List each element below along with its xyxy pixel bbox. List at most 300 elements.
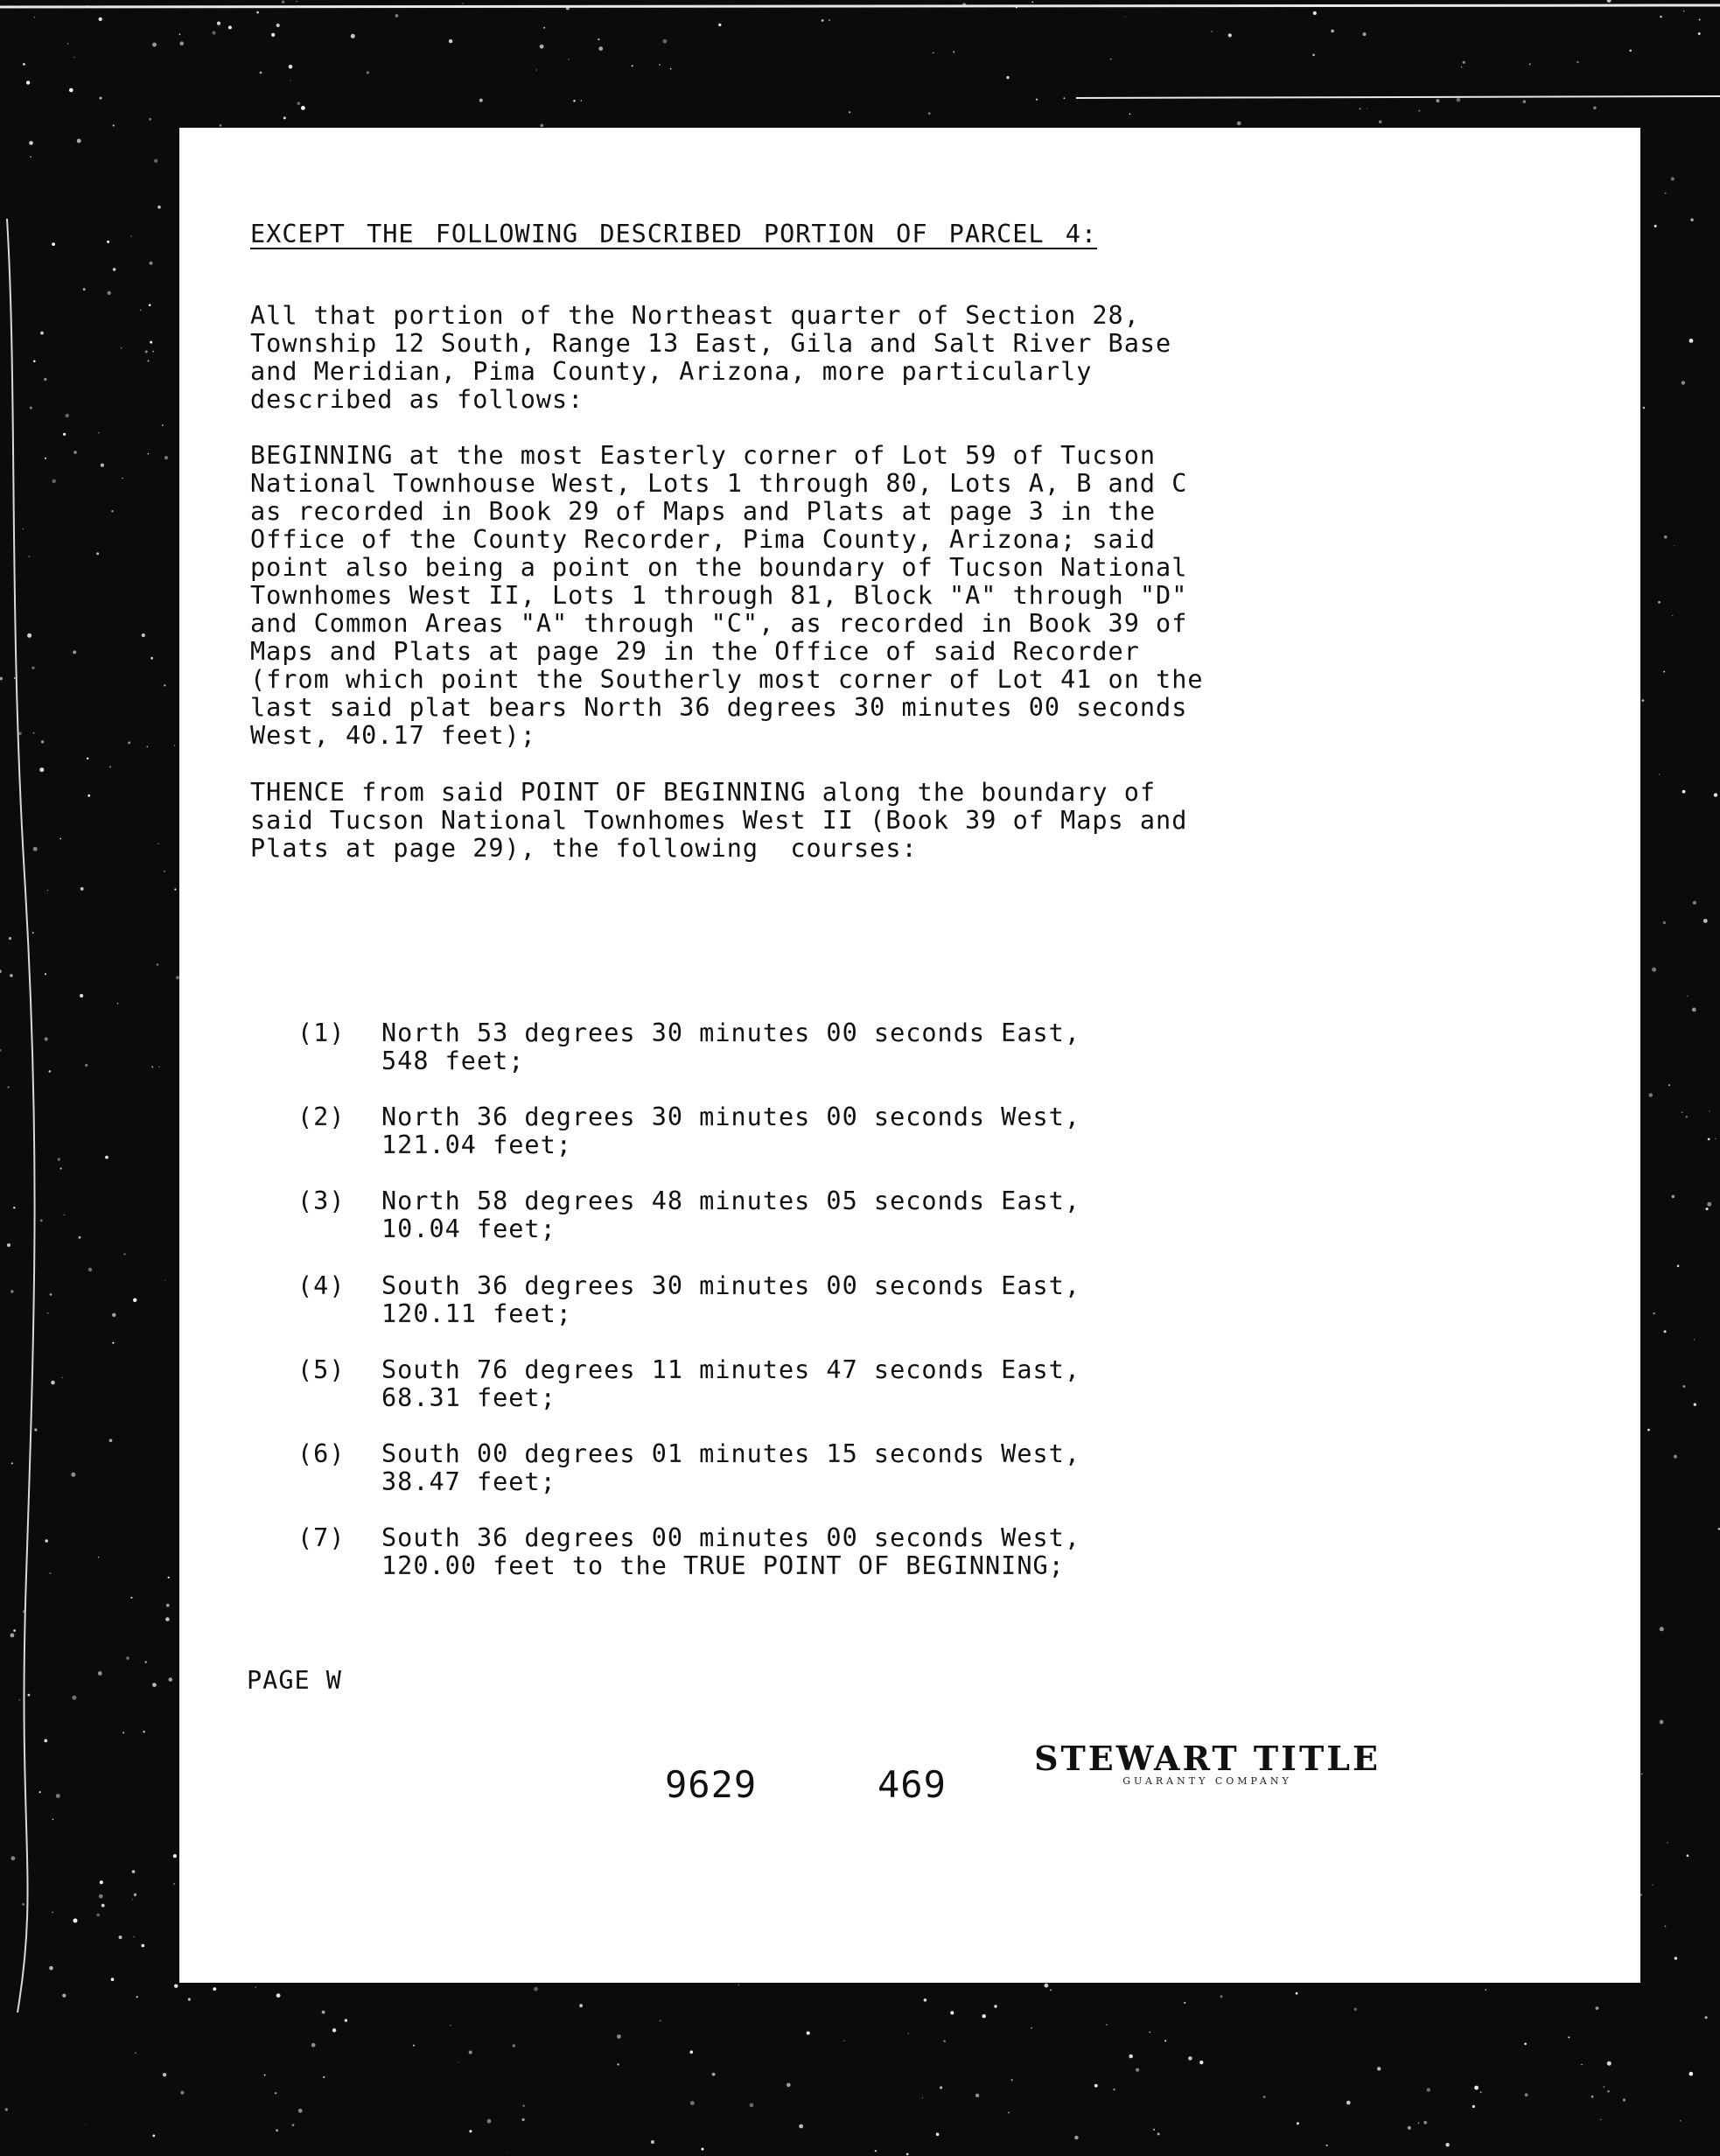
noise-speck	[45, 973, 46, 975]
noise-speck	[62, 1994, 66, 1998]
noise-speck	[1184, 2002, 1185, 2004]
noise-speck	[256, 11, 259, 14]
noise-speck	[157, 206, 161, 209]
noise-speck	[718, 24, 721, 26]
noise-speck	[1629, 50, 1632, 52]
noise-speck	[13, 1629, 16, 1632]
noise-speck	[96, 552, 99, 555]
noise-speck	[1693, 901, 1696, 905]
noise-speck	[159, 1067, 160, 1068]
noise-speck	[10, 1634, 15, 1638]
beginning-paragraph: BEGINNING at the most Easterly corner of Lot 59 of Tucson National Townhouse West, Lots 1 through 80, Lots A, B and C as recorded in Book 29 of Maps and Plats at page 3 in the Office of the County Recorder, Pima County, Arizona; said point also being a point on the boundary of Tucson National Townhomes West II, Lots 1 through 81, Block "A" through "D" and Common Areas "A" through "C", as recorded in Book 39 of Maps and Plats at page 29 in the Office of said Recorder (from which point the Southerly most corner of Lot 41 on the last said plat bears North 36 degrees 30 minutes 00 seconds West, 40.17 feet);	[250, 441, 1204, 750]
noise-speck	[1660, 1720, 1664, 1725]
noise-speck	[298, 2109, 303, 2113]
noise-speck	[1604, 2086, 1605, 2088]
noise-speck	[1480, 2091, 1482, 2093]
noise-speck	[1157, 2132, 1160, 2135]
noise-speck	[1094, 2084, 1098, 2088]
noise-speck	[119, 1936, 122, 1939]
noise-speck	[1423, 2121, 1427, 2124]
noise-speck	[1050, 1989, 1052, 1991]
noise-speck	[98, 1557, 99, 1558]
noise-speck	[148, 360, 150, 362]
noise-speck	[149, 304, 151, 306]
noise-speck	[1129, 2054, 1133, 2059]
noise-speck	[1690, 219, 1693, 221]
noise-speck	[513, 2044, 515, 2047]
noise-speck	[28, 556, 30, 557]
noise-speck	[1036, 99, 1038, 101]
noise-speck	[87, 758, 88, 760]
noise-speck	[1705, 2016, 1708, 2019]
noise-speck	[49, 1572, 51, 1574]
noise-speck	[145, 1661, 147, 1662]
noise-speck	[1665, 192, 1667, 194]
noise-speck	[1663, 921, 1666, 924]
noise-speck	[23, 528, 24, 529]
noise-speck	[1623, 2098, 1626, 2101]
noise-speck	[1463, 61, 1465, 64]
noise-speck	[220, 124, 222, 127]
noise-speck	[1653, 1312, 1654, 1314]
noise-speck	[522, 2104, 524, 2106]
noise-speck	[39, 1791, 41, 1793]
noise-speck	[179, 41, 184, 46]
noise-speck	[332, 2028, 336, 2032]
noise-speck	[100, 97, 102, 100]
course-number: (6)	[297, 1439, 346, 1468]
noise-speck	[8, 1086, 10, 1088]
noise-speck	[1427, 2088, 1430, 2091]
noise-speck	[1682, 790, 1686, 794]
noise-speck	[1106, 2024, 1107, 2025]
noise-speck	[1714, 793, 1717, 796]
noise-speck	[1164, 2040, 1166, 2041]
noise-speck	[1654, 225, 1657, 228]
noise-speck	[1263, 2096, 1266, 2098]
noise-speck	[29, 141, 33, 145]
noise-speck	[940, 2086, 942, 2089]
noise-speck	[301, 106, 305, 110]
noise-speck	[109, 766, 111, 767]
noise-speck	[169, 1677, 173, 1682]
noise-speck	[1607, 2090, 1610, 2093]
noise-speck	[69, 88, 73, 93]
noise-speck	[1326, 2145, 1328, 2146]
noise-speck	[690, 2101, 695, 2105]
noise-speck	[33, 732, 35, 734]
logo-name: STEWART TITLE	[1034, 1739, 1381, 1778]
noise-speck	[44, 378, 46, 381]
noise-speck	[1664, 1926, 1666, 1928]
noise-speck	[275, 2092, 276, 2094]
noise-speck	[1600, 2119, 1601, 2120]
noise-speck	[150, 341, 152, 344]
noise-speck	[487, 2119, 492, 2124]
noise-speck	[450, 2025, 451, 2026]
noise-speck	[228, 25, 232, 29]
noise-speck	[5, 2108, 8, 2110]
noise-speck	[1129, 114, 1131, 116]
noise-speck	[264, 2075, 266, 2076]
noise-speck	[149, 118, 151, 121]
noise-speck	[255, 1987, 256, 1988]
noise-speck	[1237, 122, 1241, 126]
noise-speck	[98, 432, 100, 434]
noise-speck	[1698, 32, 1701, 35]
noise-speck	[162, 424, 164, 426]
noise-speck	[1136, 2068, 1139, 2072]
noise-speck	[107, 241, 109, 243]
noise-speck	[345, 2019, 347, 2021]
noise-speck	[150, 657, 153, 660]
noise-speck	[132, 1870, 136, 1873]
noise-speck	[166, 1604, 170, 1607]
noise-speck	[111, 510, 113, 512]
noise-speck	[51, 1381, 55, 1385]
noise-speck	[276, 24, 280, 27]
noise-speck	[30, 157, 31, 158]
noise-speck	[56, 1794, 60, 1798]
noise-speck	[73, 451, 77, 454]
noise-speck	[1687, 996, 1688, 997]
noise-speck	[982, 2014, 986, 2018]
noise-speck	[1649, 1093, 1653, 1096]
course-number: (4)	[297, 1271, 346, 1300]
noise-speck	[28, 1694, 31, 1697]
noise-speck	[63, 433, 66, 436]
noise-speck	[152, 351, 154, 353]
scan-edge-line	[0, 5, 1720, 7]
noise-speck	[142, 1944, 145, 1948]
noise-speck	[67, 43, 68, 44]
noise-speck	[1360, 108, 1361, 109]
noise-speck	[140, 310, 142, 312]
noise-speck	[1529, 63, 1531, 65]
noise-speck	[1211, 31, 1213, 32]
noise-speck	[34, 17, 35, 18]
noise-speck	[33, 360, 36, 363]
noise-speck	[113, 268, 116, 271]
noise-speck	[1110, 59, 1112, 60]
noise-speck	[150, 262, 153, 265]
course-number: (3)	[297, 1186, 346, 1215]
noise-speck	[1652, 968, 1656, 972]
noise-speck	[660, 2020, 661, 2021]
noise-speck	[1596, 2006, 1599, 2010]
noise-speck	[117, 1003, 119, 1004]
noise-speck	[651, 2140, 654, 2144]
noise-speck	[164, 684, 165, 686]
noise-speck	[617, 2063, 619, 2065]
noise-speck	[617, 2034, 621, 2039]
noise-speck	[99, 1894, 103, 1899]
course-text: South 36 degrees 00 minutes 00 seconds West, 120.00 feet to the TRUE POINT OF BEGINNING;	[381, 1523, 1080, 1580]
noise-speck	[1672, 1195, 1675, 1199]
noise-speck	[163, 2073, 166, 2076]
noise-speck	[1707, 1202, 1711, 1207]
noise-speck	[282, 1, 284, 4]
noise-speck	[101, 464, 104, 467]
noise-speck	[99, 18, 102, 21]
noise-speck	[30, 407, 32, 410]
noise-speck	[59, 838, 61, 840]
course-text: South 36 degrees 30 minutes 00 seconds East, 120.11 feet;	[381, 1271, 1080, 1328]
noise-speck	[173, 1854, 177, 1858]
noise-speck	[1581, 2064, 1582, 2065]
noise-speck	[1591, 2096, 1594, 2098]
noise-speck	[1703, 919, 1708, 923]
noise-speck	[87, 794, 90, 797]
noise-speck	[133, 1936, 135, 1938]
noise-speck	[157, 963, 159, 966]
noise-speck	[975, 2094, 979, 2097]
noise-speck	[22, 1903, 24, 1906]
noise-speck	[33, 847, 38, 851]
noise-speck	[367, 71, 369, 74]
noise-speck	[1668, 1084, 1670, 1086]
noise-speck	[1188, 2056, 1192, 2061]
noise-speck	[86, 2124, 87, 2125]
noise-speck	[1220, 1995, 1223, 1998]
noise-speck	[130, 1597, 132, 1599]
noise-speck	[323, 2076, 325, 2078]
noise-speck	[1485, 1989, 1486, 1991]
noise-speck	[540, 124, 543, 128]
scan-edge-line	[7, 219, 35, 2012]
noise-speck	[39, 767, 44, 772]
noise-speck	[1363, 32, 1367, 36]
noise-speck	[1607, 2062, 1612, 2066]
noise-speck	[1113, 2089, 1115, 2090]
noise-speck	[152, 1683, 157, 1687]
noise-speck	[1199, 2061, 1203, 2064]
noise-speck	[1660, 16, 1662, 18]
noise-speck	[58, 1158, 60, 1160]
noise-speck	[598, 38, 599, 40]
noise-speck	[112, 1313, 115, 1317]
noise-speck	[14, 677, 16, 679]
noise-speck	[1346, 2101, 1351, 2105]
noise-speck	[1607, 0, 1612, 3]
noise-speck	[922, 2097, 923, 2098]
noise-speck	[174, 1984, 178, 1988]
noise-speck	[10, 974, 13, 977]
noise-speck	[1664, 1330, 1667, 1333]
course-number: (7)	[297, 1523, 346, 1552]
noise-speck	[924, 1998, 927, 2002]
noise-speck	[18, 1699, 20, 1701]
noise-speck	[1672, 615, 1673, 616]
noise-speck	[85, 1064, 87, 1067]
noise-speck	[145, 351, 148, 354]
noise-speck	[1671, 177, 1675, 180]
noise-speck	[122, 478, 123, 480]
noise-speck	[322, 2011, 325, 2014]
noise-speck	[109, 1438, 113, 1442]
noise-speck	[1689, 2072, 1694, 2076]
noise-speck	[807, 2032, 810, 2035]
noise-speck	[1647, 1429, 1650, 1432]
noise-speck	[73, 1919, 78, 1923]
noise-speck	[1445, 2143, 1449, 2146]
noise-speck	[844, 2040, 845, 2041]
noise-speck	[311, 2043, 316, 2048]
noise-speck	[7, 1243, 10, 1247]
noise-speck	[738, 1984, 740, 1986]
noise-speck	[143, 1731, 144, 1732]
noise-speck	[133, 1298, 136, 1302]
course-text: North 36 degrees 30 minutes 00 seconds West, 121.04 feet;	[381, 1102, 1080, 1159]
noise-speck	[933, 52, 934, 54]
thence-paragraph: THENCE from said POINT OF BEGINNING along the boundary of said Tucson National Townhomes West II (Book 39 of Maps and Plats at page 29), the following courses:	[250, 778, 1188, 863]
noise-speck	[40, 1219, 43, 1222]
course-number: (2)	[297, 1102, 346, 1131]
noise-speck	[113, 124, 115, 126]
noise-speck	[659, 64, 661, 66]
noise-speck	[283, 116, 286, 119]
noise-speck	[1683, 10, 1684, 11]
noise-speck	[50, 1293, 52, 1296]
noise-speck	[49, 1966, 53, 1970]
noise-speck	[72, 1696, 76, 1700]
noise-speck	[213, 1987, 216, 1991]
noise-speck	[1461, 66, 1462, 67]
noise-speck	[1660, 1627, 1664, 1631]
noise-speck	[11, 1462, 13, 1464]
noise-speck	[1525, 2093, 1528, 2096]
noise-speck	[83, 288, 86, 290]
noise-speck	[573, 100, 576, 102]
noise-speck	[40, 332, 44, 335]
noise-speck	[994, 2005, 996, 2007]
noise-speck	[395, 14, 399, 18]
noise-speck	[23, 63, 25, 66]
document-number: 9629	[665, 1763, 758, 1806]
noise-speck	[147, 746, 149, 748]
noise-speck	[1408, 2126, 1411, 2130]
noise-speck	[64, 1214, 66, 1216]
noise-speck	[908, 2033, 909, 2034]
noise-speck	[849, 111, 850, 113]
section-heading: EXCEPT THE FOLLOWING DESCRIBED PORTION OF PARCEL 4:	[250, 220, 1098, 248]
noise-speck	[1694, 1404, 1696, 1406]
course-text: South 00 degrees 01 minutes 15 seconds West, 38.47 feet;	[381, 1439, 1080, 1496]
noise-speck	[1008, 2112, 1010, 2114]
noise-speck	[1011, 2079, 1013, 2081]
noise-speck	[98, 1671, 102, 1676]
noise-speck	[27, 634, 31, 638]
noise-speck	[122, 1732, 124, 1733]
stewart-title-logo	[1028, 1741, 1387, 1787]
noise-speck	[906, 2153, 909, 2156]
noise-speck	[1436, 99, 1439, 102]
noise-speck	[543, 27, 545, 29]
noise-speck	[0, 970, 2, 973]
description-paragraph: All that portion of the Northeast quarter of Section 28, Township 12 South, Range 13 East, Gila and Salt River Base and Meridian, Pima County, Arizona, more particularly described as follows:	[250, 301, 1172, 414]
noise-speck	[1682, 1112, 1683, 1114]
noise-speck	[60, 1167, 62, 1169]
noise-speck	[750, 2104, 754, 2108]
noise-speck	[152, 2134, 155, 2137]
noise-speck	[943, 2040, 946, 2042]
course-text: South 76 degrees 11 minutes 47 seconds East, 68.31 feet;	[381, 1355, 1080, 1412]
noise-speck	[1524, 2043, 1527, 2046]
noise-speck	[1523, 100, 1527, 103]
noise-speck	[1682, 381, 1685, 384]
noise-speck	[45, 1539, 48, 1543]
noise-speck	[1663, 671, 1665, 673]
noise-speck	[534, 1987, 538, 1992]
noise-speck	[799, 2124, 803, 2129]
noise-speck	[151, 1066, 153, 1068]
noise-speck	[276, 1993, 281, 1998]
noise-speck	[1715, 1138, 1717, 1140]
noise-speck	[136, 1996, 138, 1998]
noise-speck	[80, 994, 83, 998]
noise-speck	[49, 1070, 52, 1073]
noise-speck	[1664, 536, 1668, 539]
noise-speck	[690, 2050, 694, 2054]
noise-speck	[1313, 11, 1317, 15]
noise-speck	[1418, 2123, 1419, 2124]
noise-speck	[100, 1880, 103, 1884]
noise-speck	[1006, 76, 1009, 79]
course-text: North 53 degrees 30 minutes 00 seconds East, 548 feet;	[381, 1018, 1080, 1075]
noise-speck	[1683, 1385, 1686, 1388]
noise-speck	[581, 100, 582, 101]
noise-speck	[662, 39, 667, 44]
noise-speck	[77, 139, 81, 144]
noise-speck	[0, 677, 3, 681]
noise-speck	[111, 1978, 115, 1981]
noise-speck	[128, 741, 130, 744]
page-number: 469	[877, 1763, 947, 1806]
noise-speck	[950, 2011, 954, 2014]
noise-speck	[13, 1207, 15, 1208]
noise-speck	[829, 19, 830, 21]
noise-speck	[152, 43, 157, 47]
noise-speck	[787, 2083, 791, 2088]
noise-speck	[1418, 110, 1420, 112]
noise-speck	[174, 888, 176, 890]
noise-speck	[10, 1290, 13, 1292]
noise-speck	[45, 458, 46, 459]
noise-speck	[289, 65, 293, 69]
noise-speck	[1474, 2086, 1479, 2090]
noise-speck	[702, 2148, 704, 2151]
noise-speck	[41, 740, 44, 743]
noise-speck	[1674, 1455, 1677, 1459]
noise-speck	[52, 1912, 53, 1913]
noise-speck	[217, 22, 220, 25]
noise-speck	[44, 1740, 47, 1743]
noise-speck	[173, 1883, 175, 1885]
noise-speck	[188, 1998, 191, 2000]
noise-speck	[135, 2053, 136, 2054]
noise-speck	[1472, 2105, 1475, 2108]
noise-speck	[168, 1577, 170, 1578]
noise-speck	[73, 57, 74, 58]
noise-speck	[1150, 2032, 1151, 2034]
noise-speck	[1331, 30, 1334, 33]
noise-speck	[164, 871, 165, 872]
noise-speck	[936, 2132, 940, 2136]
noise-speck	[1675, 1956, 1677, 1959]
noise-speck	[598, 46, 603, 51]
noise-speck	[32, 932, 34, 934]
noise-speck	[66, 414, 69, 417]
